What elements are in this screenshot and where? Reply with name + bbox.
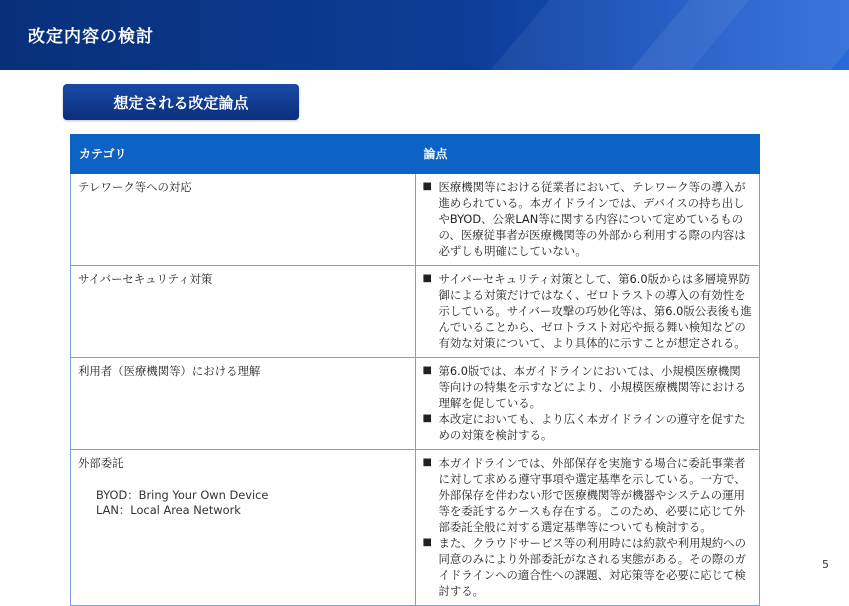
point-text: 医療機関等における従業者において、テレワーク等の導入が進められている。本ガイドラインでは、デバイスの持ち出しやBYOD、公衆LAN等に関する内容について定めているものの、医療従事者が医療機関等の外部から利用する際の内容は必ずしも明確にしていない。 [438, 180, 746, 258]
point-text: サイバーセキュリティ対策として、第6.0版からは多層境界防御による対策だけではなく、ゼロトラストの導入の有効性を示している。サイバー攻撃の巧妙化等は、第6.0版公表後も進んでいることから、ゼロトラスト対応や振る舞い検知などの有効な対策について、より具体的に示すことが想定される。 [438, 272, 752, 350]
point-text: また、クラウドサービス等の利用時には約款や利用規約への同意のみにより外部委託がなされる実態がある。その際のガイドラインへの適合性への課題、対応策等を必要に応じて検討する。 [438, 536, 747, 598]
bullet-mark: ■ [422, 181, 432, 192]
slide-title: 改定内容の検討 [28, 27, 154, 47]
row-points [415, 174, 760, 266]
row-points [415, 266, 760, 358]
list-item [423, 535, 753, 599]
point-text: 第6.0版では、本ガイドラインにおいては、小規模医療機関等向けの特集を示すなどにより、小規模医療機関等における理解を促している。 [438, 364, 747, 410]
table-row [71, 174, 760, 266]
table-header-row [71, 135, 760, 174]
list-item [423, 271, 753, 351]
bullet-mark: ■ [422, 537, 432, 548]
row-points [415, 358, 760, 450]
page-number: 5 [822, 558, 829, 571]
footnotes [96, 488, 268, 518]
column-header-points: 論点 [415, 135, 760, 174]
bullet-mark: ■ [422, 457, 432, 468]
list-item [423, 455, 753, 535]
row-category: サイバーセキュリティ対策 [71, 266, 416, 358]
issues-table [70, 134, 760, 606]
column-header-category: カテゴリ [71, 135, 416, 174]
footnote: LAN：Local Area Network [96, 503, 241, 517]
table-row [71, 358, 760, 450]
list-item [423, 411, 753, 443]
point-text: 本改定においても、より広く本ガイドラインの遵守を促すための対策を検討する。 [438, 412, 746, 442]
row-category: 利用者（医療機関等）における理解 [71, 358, 416, 450]
row-category: 外部委託 [71, 450, 416, 606]
row-category: テレワーク等への対応 [71, 174, 416, 266]
bullet-mark: ■ [422, 273, 432, 284]
slide-header [0, 0, 849, 70]
bullet-mark: ■ [422, 413, 432, 424]
table-row [71, 266, 760, 358]
bullet-mark: ■ [422, 365, 432, 376]
section-label: 想定される改定論点 [63, 84, 299, 120]
table-row [71, 450, 760, 606]
list-item [423, 179, 753, 259]
point-text: 本ガイドラインでは、外部保存を実施する場合に委託事業者に対して求める遵守事項や選定基準を示している。一方で、外部保存を伴わない形で医療機関等が機器やシステムの運用等を委託するケースも存在する。このため、必要に応じて外部委託全般に対する選定基準等についても検討する。 [438, 456, 746, 534]
row-points [415, 450, 760, 606]
list-item [423, 363, 753, 411]
footnote: BYOD：Bring Your Own Device [96, 488, 269, 502]
